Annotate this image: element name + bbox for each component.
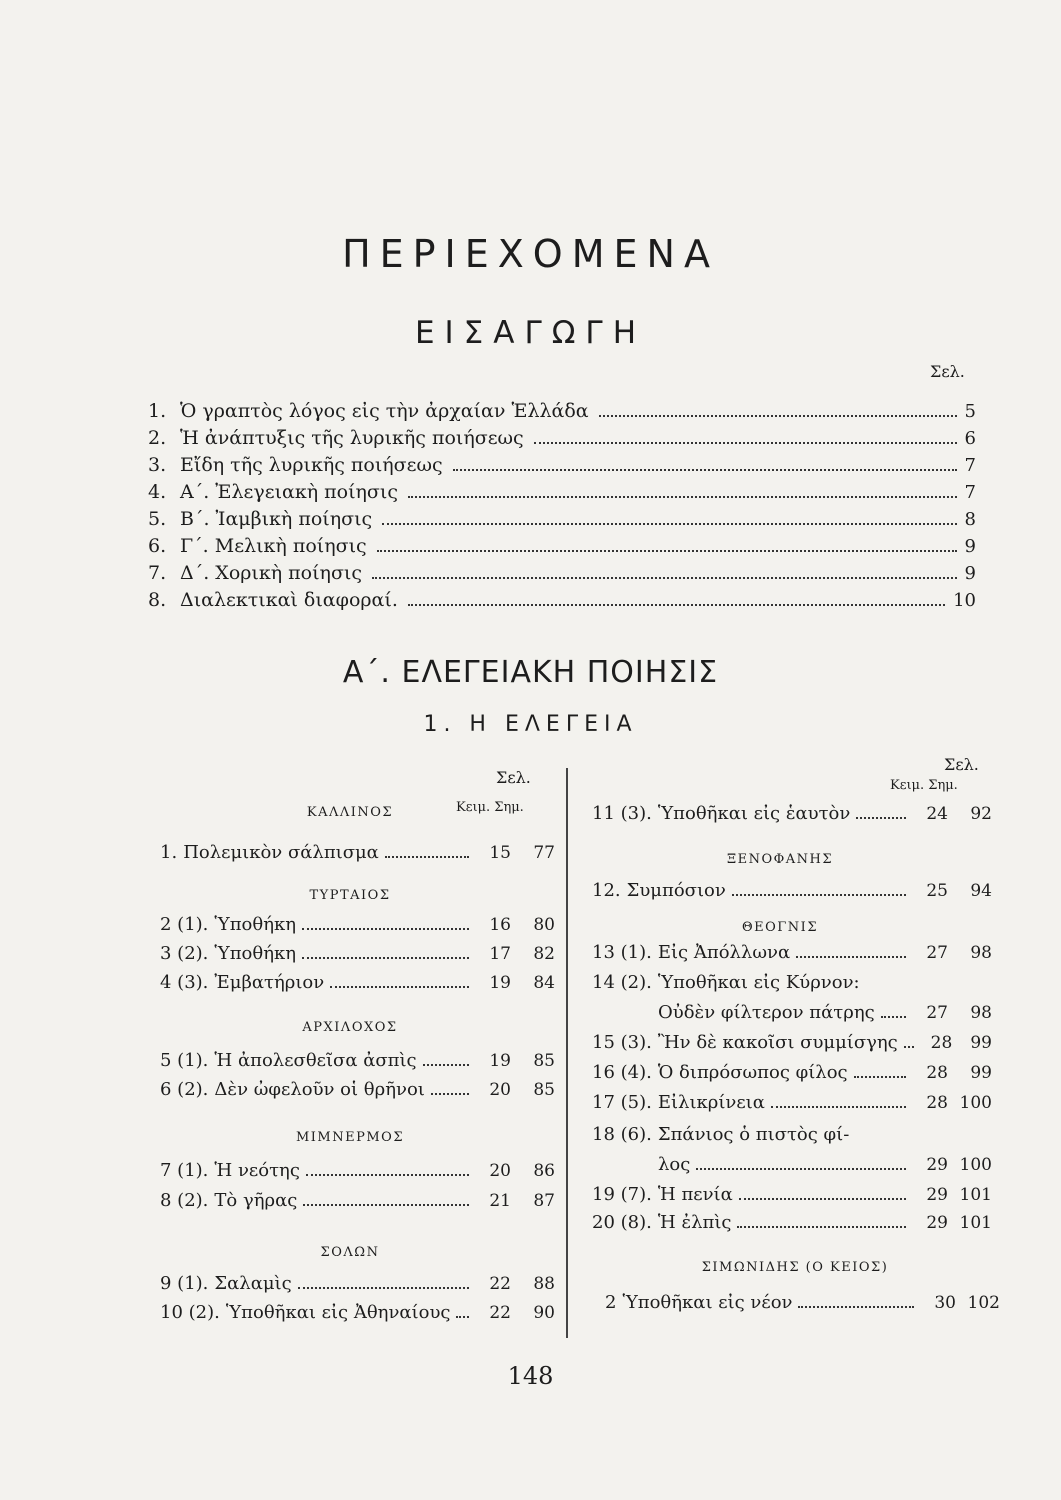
page-number: 148	[507, 1362, 554, 1390]
toc-entry: 14 (2). Ὑποθῆκαι εἰς Κύρνον:	[592, 972, 860, 993]
toc-entry: 15 (3). Ἢν δὲ κακοῖσι συμμίσγης 28 99	[592, 1032, 992, 1053]
toc-entry: 19 (7). Ἡ πενία 29 101	[592, 1184, 992, 1205]
toc-item: 8. Διαλεκτικαὶ διαφοραί. 10	[148, 589, 976, 611]
toc-entry: 2 (1). Ὑποθήκη 16 80	[160, 914, 555, 935]
toc-entry: 1. Πολεμικὸν σάλπισμα 15 77	[160, 842, 555, 863]
toc-entry: 6 (2). Δὲν ὠφελοῦν οἱ θρῆνοι 20 85	[160, 1079, 555, 1100]
toc-item: 5. Β΄. Ἰαμβικὴ ποίησις 8	[148, 508, 976, 530]
poet-heading: ΣΙΜΩΝΙΔΗΣ (Ο ΚΕΙΟΣ)	[701, 1260, 889, 1275]
poet-heading: ΤΥΡΤΑΙΟΣ	[309, 888, 391, 903]
toc-entry: Οὐδὲν φίλτερον πάτρης 27 98	[658, 1002, 992, 1023]
intro-heading: ΕΙΣΑΓΩΓΗ	[414, 315, 647, 351]
toc-entry: 7 (1). Ἡ νεότης 20 86	[160, 1160, 555, 1181]
page-title: ΠΕΡΙΕΧΟΜΕΝΑ	[342, 232, 719, 276]
toc-entry: 13 (1). Εἰς Ἀπόλλωνα 27 98	[592, 942, 992, 963]
toc-entry: 12. Συμπόσιον 25 94	[592, 880, 992, 901]
poet-heading: ΘΕΟΓΝΙΣ	[741, 920, 819, 935]
subsection-heading: 1. Η ΕΛΕΓΕΙΑ	[423, 712, 638, 737]
poet-heading: ΚΑΛΛΙΝΟΣ	[306, 805, 394, 820]
poet-heading: ΑΡΧΙΛΟΧΟΣ	[302, 1020, 398, 1035]
toc-entry: λος 29 100	[658, 1154, 992, 1175]
toc-entry: 20 (8). Ἡ ἐλπὶς 29 101	[592, 1212, 992, 1233]
toc-item: 1. Ὁ γραπτὸς λόγος εἰς τὴν ἀρχαίαν Ἑλλάδα 5	[148, 400, 976, 422]
toc-entry: 9 (1). Σαλαμὶς 22 88	[160, 1273, 555, 1294]
column-divider	[566, 768, 568, 1338]
page-column-header: Σελ.	[930, 362, 965, 381]
toc-item: 4. Α΄. Ἐλεγειακὴ ποίησις 7	[148, 481, 976, 503]
toc-entry: 11 (3). Ὑποθῆκαι εἰς ἑαυτὸν 24 92	[592, 803, 992, 824]
page-column-header: Σελ.	[496, 768, 531, 787]
poet-heading: ΜΙΜΝΕΡΜΟΣ	[295, 1130, 405, 1145]
toc-item: 2. Ἡ ἀνάπτυξις τῆς λυρικῆς ποιήσεως 6	[148, 427, 976, 449]
toc-item: 6. Γ΄. Μελικὴ ποίησις 9	[148, 535, 976, 557]
toc-entry: 4 (3). Ἐμβατήριον 19 84	[160, 972, 555, 993]
toc-entry: 10 (2). Ὑποθῆκαι εἰς Ἀθηναίους 22 90	[160, 1302, 555, 1323]
toc-entry: 2 Ὑποθῆκαι εἰς νέον 30 102	[605, 1292, 1000, 1313]
text-notes-column-header: Κειμ. Σημ.	[456, 800, 524, 815]
toc-entry: 17 (5). Εἰλικρίνεια 28 100	[592, 1092, 992, 1113]
page-column-header: Σελ.	[944, 755, 979, 774]
poet-heading: ΞΕΝΟΦΑΝΗΣ	[726, 852, 834, 867]
toc-entry: 18 (6). Σπάνιος ὁ πιστὸς φί-	[592, 1124, 850, 1145]
poet-heading: ΣΟΛΩΝ	[320, 1245, 380, 1260]
section-heading: Α΄. ΕΛΕΓΕΙΑΚΗ ΠΟΙΗΣΙΣ	[342, 655, 719, 690]
toc-item: 3. Εἴδη τῆς λυρικῆς ποιήσεως 7	[148, 454, 976, 476]
toc-entry: 5 (1). Ἡ ἀπολεσθεῖσα ἀσπὶς 19 85	[160, 1050, 555, 1071]
toc-entry: 8 (2). Τὸ γῆρας 21 87	[160, 1190, 555, 1211]
text-notes-column-header: Κειμ. Σημ.	[890, 778, 958, 793]
toc-item: 7. Δ΄. Χορικὴ ποίησις 9	[148, 562, 976, 584]
toc-entry: 3 (2). Ὑποθήκη 17 82	[160, 943, 555, 964]
toc-entry: 16 (4). Ὁ διπρόσωπος φίλος 28 99	[592, 1062, 992, 1083]
